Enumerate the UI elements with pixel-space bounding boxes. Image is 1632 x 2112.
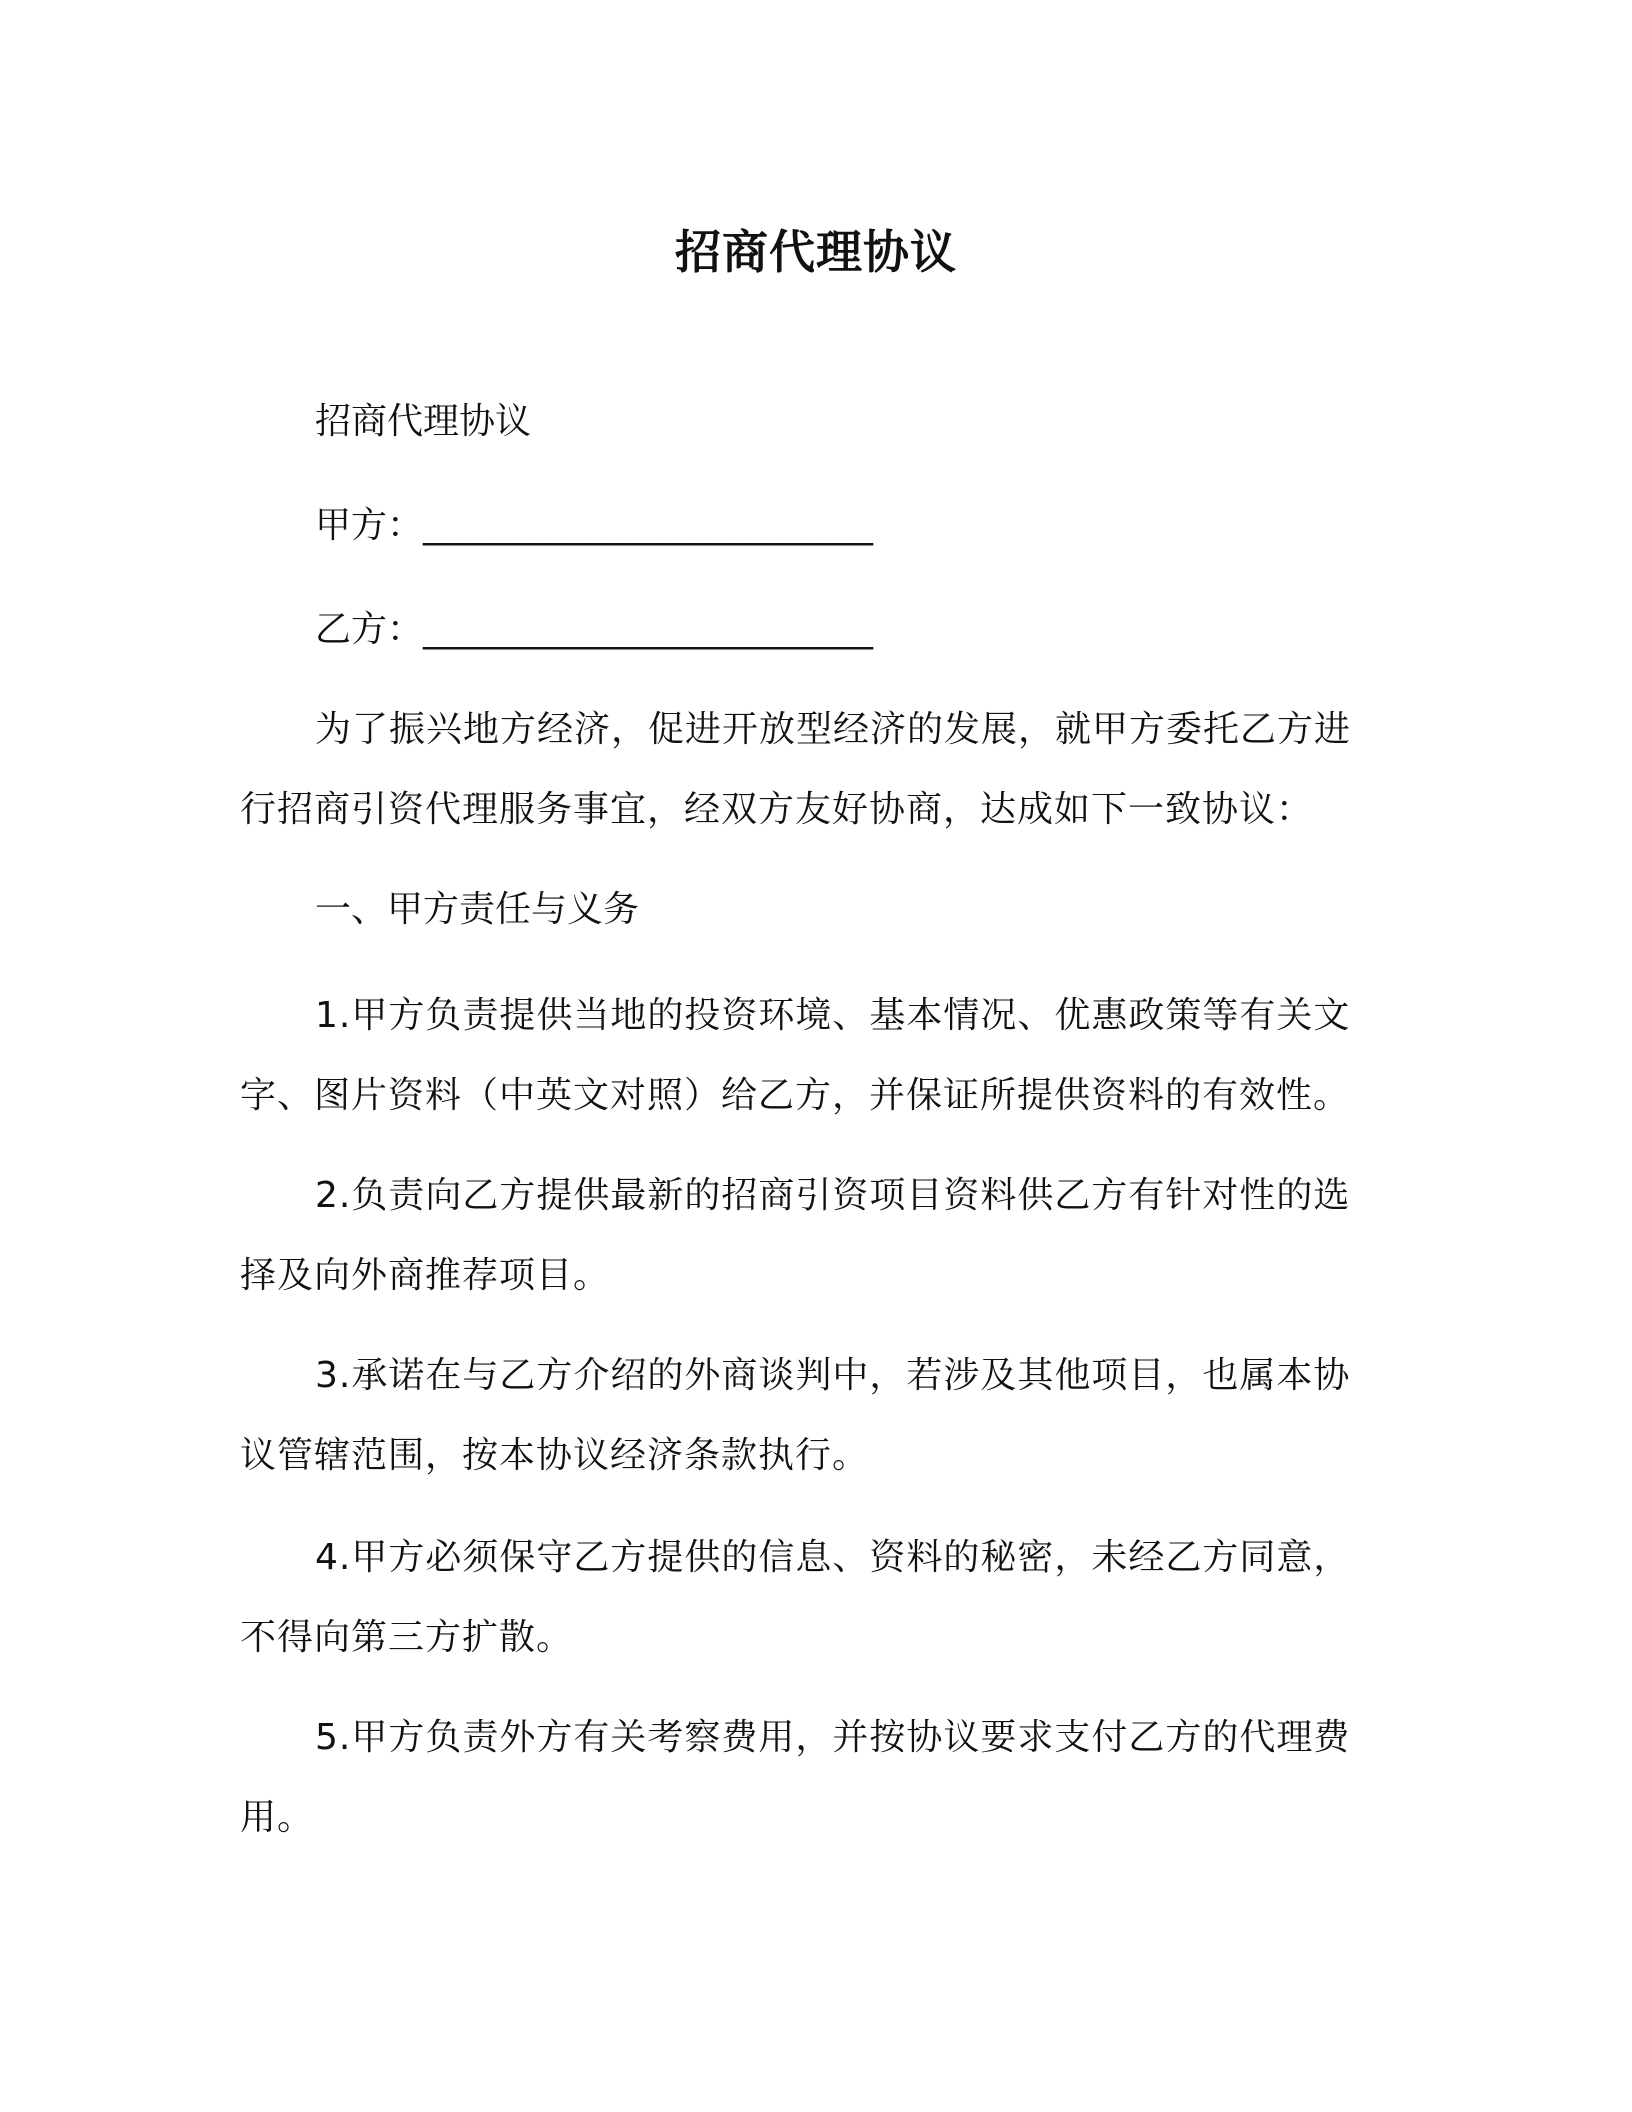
clause-5: 5.甲方负责外方有关考察费用，并按协议要求支付乙方的代理费用。 <box>240 1717 1351 1838</box>
clause-3: 3.承诺在与乙方介绍的外商谈判中，若涉及其他项目，也属本协议管辖范围，按本协议经济条款执行。 <box>240 1355 1351 1476</box>
section-heading: 一、甲方责任与义务 <box>315 889 640 930</box>
document-title: 招商代理协议 <box>675 225 957 279</box>
party-b-line: 乙方：_________________________ <box>315 609 874 650</box>
party-a-line: 甲方：_________________________ <box>315 505 874 546</box>
clause-1: 1.甲方负责提供当地的投资环境、基本情况、优惠政策等有关文字、图片资料（中英文对照）给乙方，并保证所提供资料的有效性。 <box>240 995 1351 1116</box>
document-subtitle: 招商代理协议 <box>315 401 532 442</box>
clause-4: 4.甲方必须保守乙方提供的信息、资料的秘密，未经乙方同意，不得向第三方扩散。 <box>240 1537 1351 1658</box>
intro-paragraph: 为了振兴地方经济，促进开放型经济的发展，就甲方委托乙方进行招商引资代理服务事宜，经双方友好协商，达成如下一致协议： <box>240 709 1352 830</box>
clause-2: 2.负责向乙方提供最新的招商引资项目资料供乙方有针对性的选择及向外商推荐项目。 <box>240 1175 1351 1296</box>
